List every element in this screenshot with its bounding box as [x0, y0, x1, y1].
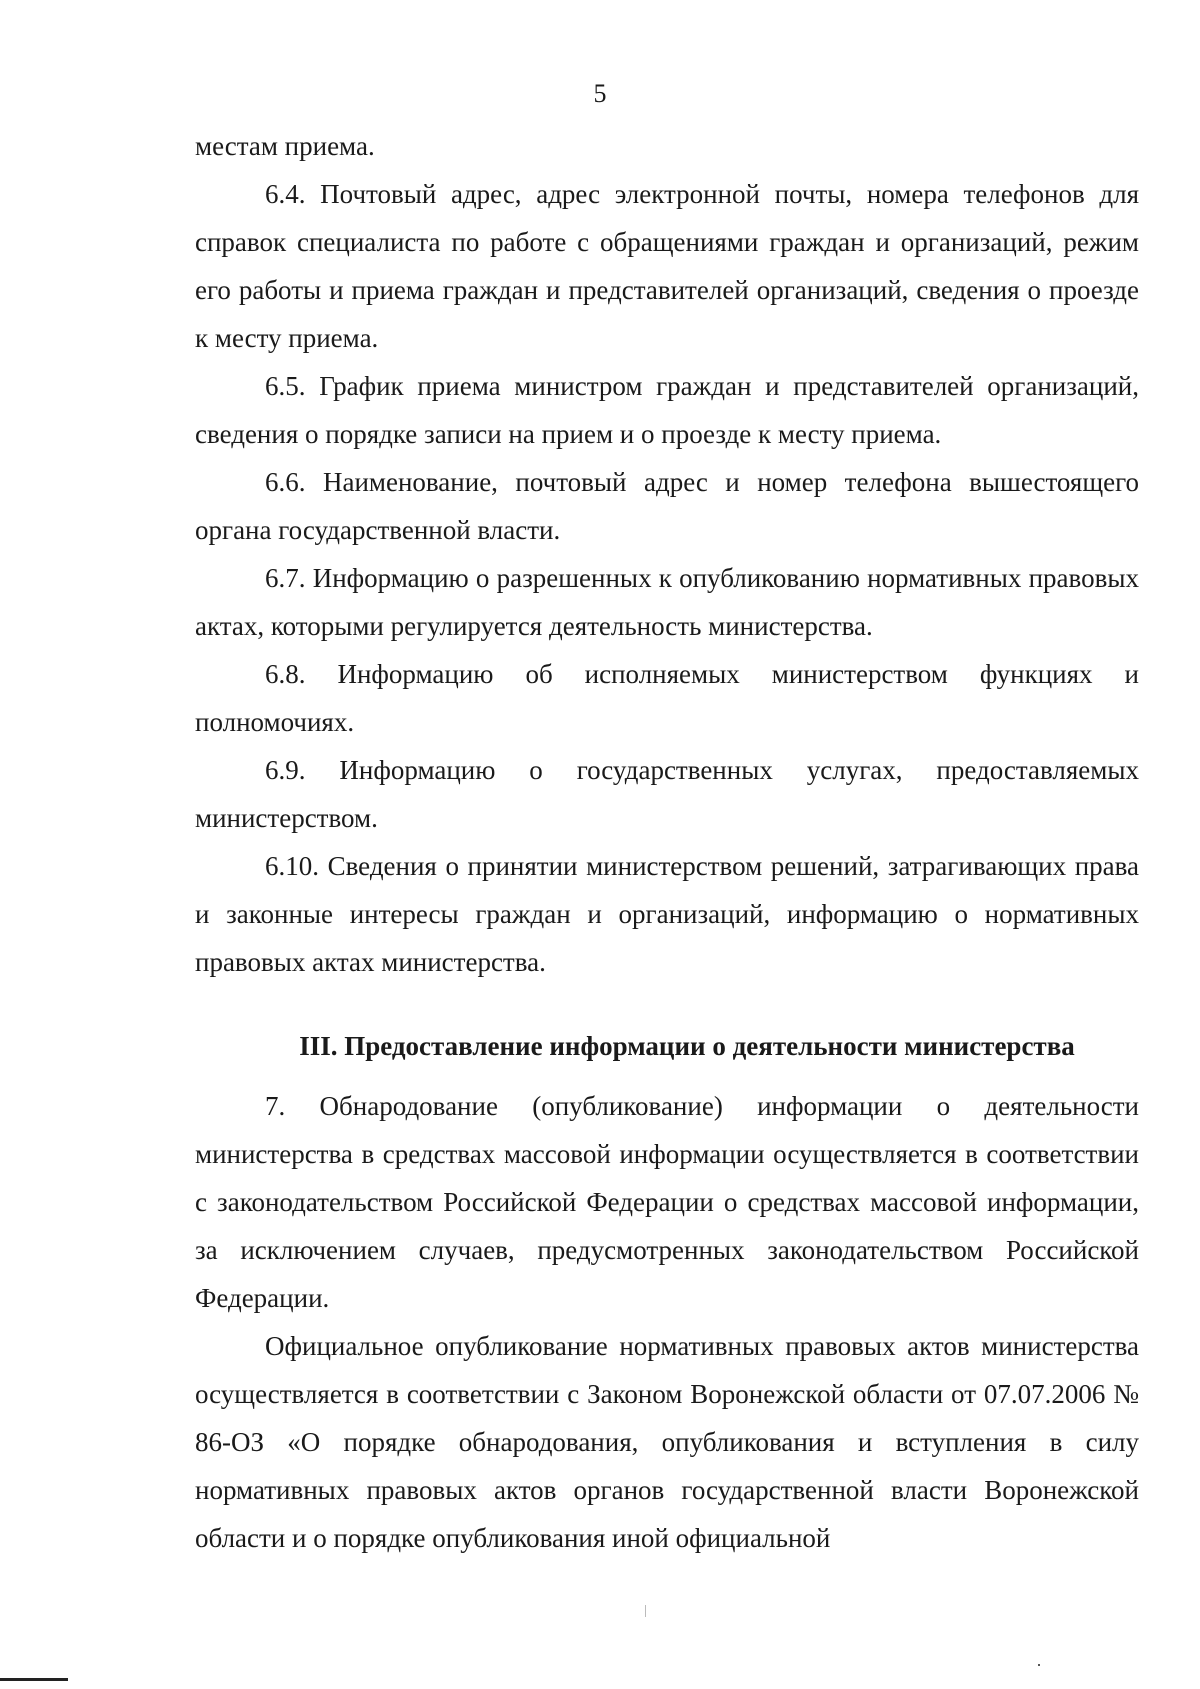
paragraph-6-10: 6.10. Сведения о принятии министерством решений, затрагивающих права и законные интересы граждан и организаций, информацию о нормативных правовых актах министерства.: [195, 851, 1139, 977]
scan-artifact: [0, 1678, 68, 1681]
paragraph-6-4: 6.4. Почтовый адрес, адрес электронной почты, номера телефонов для справок специалиста по работе с обращениями граждан и организаций, режим его работы и приема граждан и представителей организаций, сведения о проезде к месту приема.: [195, 179, 1139, 353]
paragraph-official-publication: Официальное опубликование нормативных правовых актов министерства осуществляется в соответствии с Законом Воронежской области от 07.07.2006 № 86-ОЗ «О порядке обнародования, опубликования и вступления в силу нормативных правовых актов органов государственной власти Воронежской области и о порядке опубликования иной официальной: [195, 1331, 1139, 1553]
document-body: [195, 122, 1139, 1562]
scan-artifact: [645, 1605, 646, 1617]
paragraph-6-6: 6.6. Наименование, почтовый адрес и номер телефона вышестоящего органа государственной власти.: [195, 467, 1139, 545]
paragraph-6-9: 6.9. Информацию о государственных услугах, предоставляемых министерством.: [195, 755, 1139, 833]
scan-artifact: [1038, 1664, 1040, 1666]
page-number: 5: [593, 79, 607, 108]
paragraph-6-5: 6.5. График приема министром граждан и представителей организаций, сведения о порядке записи на прием и о проезде к месту приема.: [195, 371, 1139, 449]
paragraph-7: 7. Обнародование (опубликование) информации о деятельности министерства в средствах массовой информации осуществляется в соответствии с законодательством Российской Федерации о средствах массовой информации, за исключением случаев, предусмотренных законодательством Российской Федерации.: [195, 1091, 1139, 1313]
paragraph-6-8: 6.8. Информацию об исполняемых министерством функциях и полномочиях.: [195, 659, 1139, 737]
paragraph-6-7: 6.7. Информацию о разрешенных к опубликованию нормативных правовых актах, которыми регулируется деятельность министерства.: [195, 563, 1139, 641]
paragraph-continuation: местам приема.: [195, 131, 375, 161]
section-heading: III. Предоставление информации о деятельности министерства: [299, 1031, 1075, 1061]
